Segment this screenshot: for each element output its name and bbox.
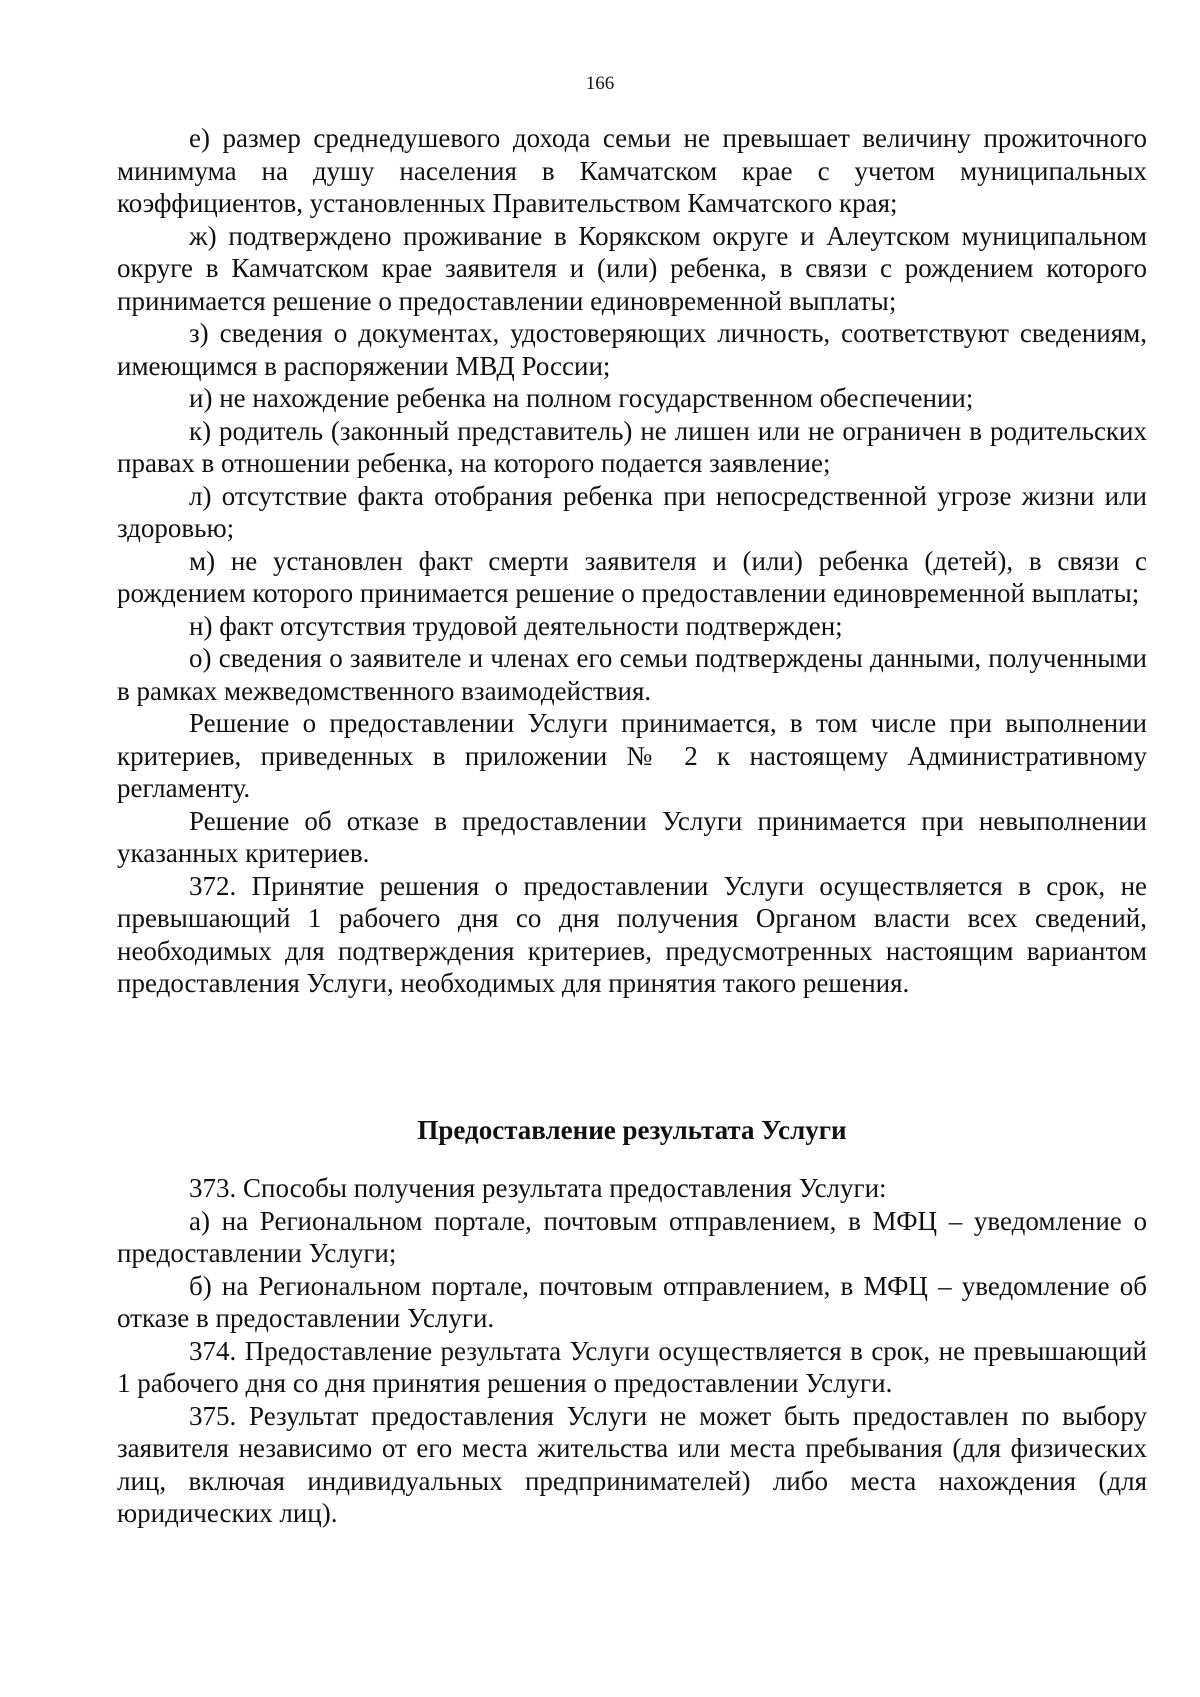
section-heading: Предоставление результата Услуги (417, 1115, 847, 1145)
paragraph-criterion-e: е) размер среднедушевого дохода семьи не превышает величину прожиточного минимума на душу населения в Камчатском крае с учетом муниципальных коэффициентов, установленных Правительством Камчатского края; (117, 123, 1147, 218)
paragraph-375: 375. Результат предоставления Услуги не может быть предоставлен по выбору заявителя независимо от его места жительства или места пребывания (для физических лиц, включая индивидуальных предпринимателей) либо места нахождения (для юридических лиц). (117, 1400, 1147, 1528)
paragraph-criterion-k: к) родитель (законный представитель) не лишен или не ограничен в родительских правах в отношении ребенка, на которого подается заявление; (117, 415, 1147, 478)
paragraph-criterion-n: н) факт отсутствия трудовой деятельности подтвержден; (189, 610, 843, 641)
body-text-top (117, 122, 1147, 1000)
paragraph-374: 374. Предоставление результата Услуги осуществляется в срок, не превышающий 1 рабочего дня со дня принятия решения о предоставлении Услуги. (117, 1335, 1147, 1398)
paragraph-decision-refusal: Решение об отказе в предоставлении Услуги принимается при невыполнении указанных критериев. (117, 805, 1147, 868)
paragraph-criterion-m: м) не установлен факт смерти заявителя и (или) ребенка (детей), в связи с рождением которого принимается решение о предоставлении единовременной выплаты; (117, 545, 1147, 608)
paragraph-373-a: а) на Региональном портале, почтовым отправлением, в МФЦ – уведомление о предоставлении Услуги; (117, 1205, 1147, 1268)
paragraph-373-b: б) на Региональном портале, почтовым отправлением, в МФЦ – уведомление об отказе в предоставлении Услуги. (117, 1270, 1147, 1333)
paragraph-criterion-o: о) сведения о заявителе и членах его семьи подтверждены данными, полученными в рамках межведомственного взаимодействия. (117, 643, 1147, 706)
body-text-bottom (117, 1172, 1147, 1530)
paragraph-decision-grant: Решение о предоставлении Услуги принимается, в том числе при выполнении критериев, приведенных в приложении № 2 к настоящему Административному регламенту. (117, 708, 1147, 803)
paragraph-criterion-l: л) отсутствие факта отобрания ребенка при непосредственной угрозе жизни или здоровью; (117, 480, 1147, 543)
page-number: 166 (585, 73, 615, 94)
paragraph-372: 372. Принятие решения о предоставлении Услуги осуществляется в срок, не превышающий 1 рабочего дня со дня получения Органом власти всех сведений, необходимых для подтверждения критериев, предусмотренных настоящим вариантом предоставления Услуги, необходимых для принятия такого решения. (117, 870, 1147, 998)
paragraph-criterion-i: и) не нахождение ребенка на полном государственном обеспечении; (189, 383, 974, 413)
paragraph-373: 373. Способы получения результата предоставления Услуги: (189, 1173, 887, 1203)
paragraph-criterion-z: з) сведения о документах, удостоверяющих личность, соответствуют сведениям, имеющимся в распоряжении МВД России; (117, 318, 1147, 381)
paragraph-criterion-zh: ж) подтверждено проживание в Корякском округе и Алеутском муниципальном округе в Камчатском крае заявителя и (или) ребенка, в связи с рождением которого принимается решение о предоставлении единовременной выплаты; (117, 220, 1147, 316)
